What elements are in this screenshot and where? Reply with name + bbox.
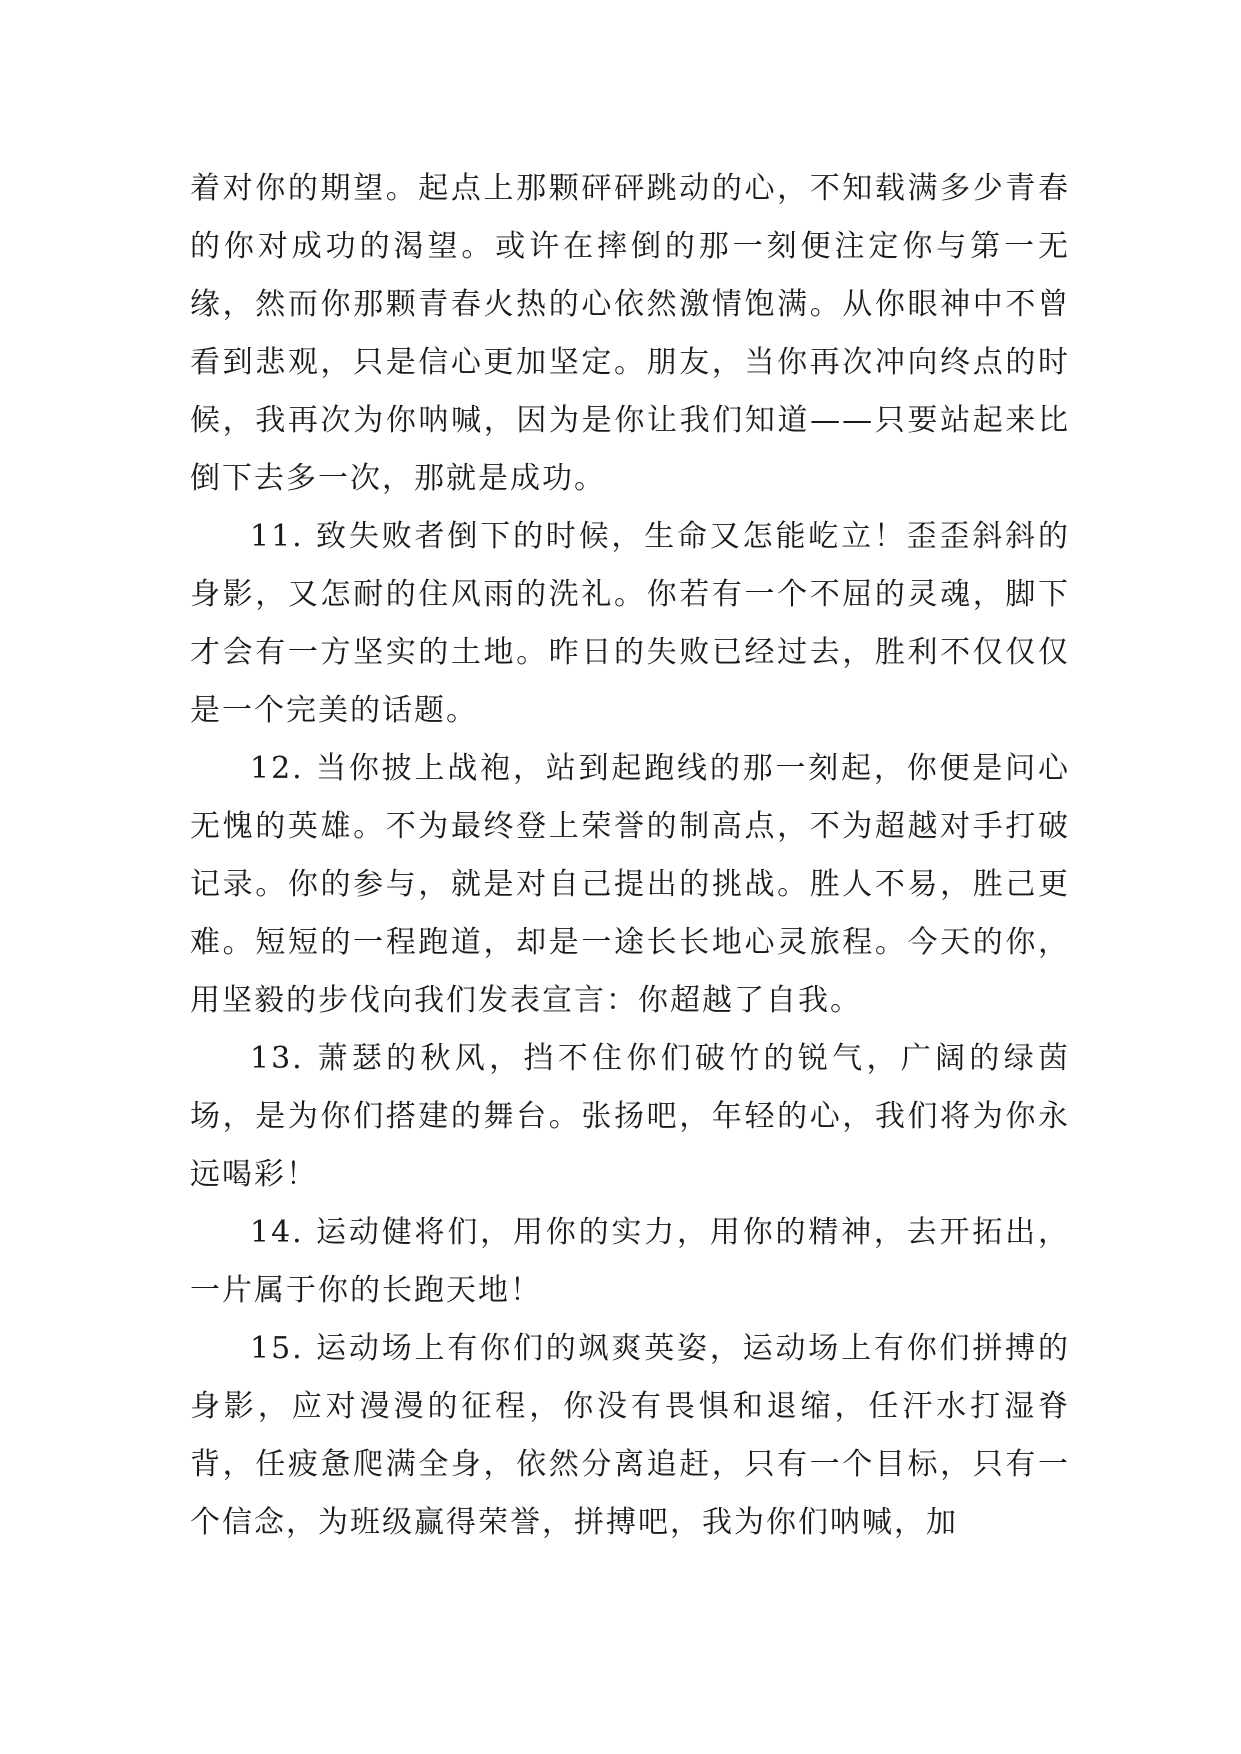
paragraph-15: 15. 运动场上有你们的飒爽英姿，运动场上有你们拼搏的身影，应对漫漫的征程，你没有畏惧和退缩，任汗水打湿脊背，任疲惫爬满全身，依然分离追赶，只有一个目标，只有一个信念，为班级赢得荣誉，拼搏吧，我为你们呐喊，加 (190, 1331, 1070, 1540)
document-body (190, 160, 1070, 1552)
paragraph-11: 11. 致失败者倒下的时候，生命又怎能屹立！歪歪斜斜的身影，又怎耐的住风雨的洗礼。你若有一个不屈的灵魂，脚下才会有一方坚实的土地。昨日的失败已经过去，胜利不仅仅仅是一个完美的话题。 (190, 519, 1070, 728)
paragraph-12: 12. 当你披上战袍，站到起跑线的那一刻起，你便是问心无愧的英雄。不为最终登上荣誉的制高点，不为超越对手打破记录。你的参与，就是对自己提出的挑战。胜人不易，胜己更难。短短的一程跑道，却是一途长长地心灵旅程。今天的你，用坚毅的步伐向我们发表宣言：你超越了自我。 (190, 751, 1070, 1018)
paragraph-14: 14. 运动健将们，用你的实力，用你的精神，去开拓出，一片属于你的长跑天地！ (190, 1215, 1070, 1308)
paragraph-continued: 着对你的期望。起点上那颗砰砰跳动的心，不知载满多少青春的你对成功的渴望。或许在摔倒的那一刻便注定你与第一无缘，然而你那颗青春火热的心依然激情饱满。从你眼神中不曾看到悲观，只是信心更加坚定。朋友，当你再次冲向终点的时候，我再次为你呐喊，因为是你让我们知道——只要站起来比倒下去多一次，那就是成功。 (190, 171, 1070, 496)
paragraph-13: 13. 萧瑟的秋风，挡不住你们破竹的锐气，广阔的绿茵场，是为你们搭建的舞台。张扬吧，年轻的心，我们将为你永远喝彩！ (190, 1041, 1070, 1192)
